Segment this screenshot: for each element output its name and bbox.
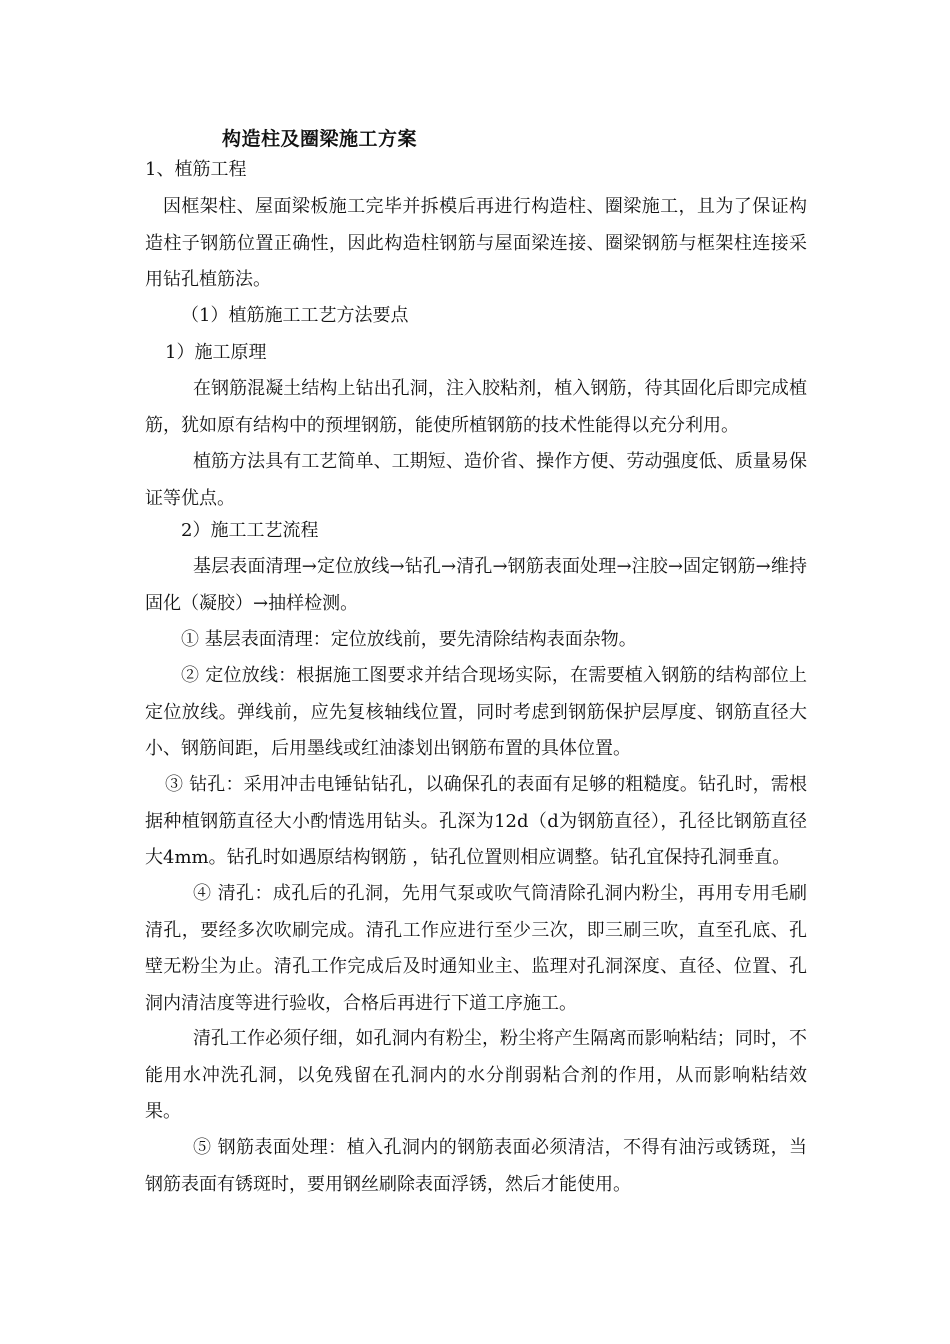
subheading-principle: 1）施工原理 (165, 342, 267, 363)
paragraph-step-4: ④ 清孔：成孔后的孔洞，先用气泵或吹气筒清除孔洞内粉尘，再用专用毛刷清孔，要经多次吹刷完成。清孔工作应进行至少三次，即三刷三吹，直至孔底、孔壁无粉尘为止。清孔工作完成后及时通知业主、监理对孔洞深度、直径、位置、孔洞内清洁度等进行验收，合格后再进行下道工序施工。 (145, 883, 807, 1014)
paragraph-step-5: ⑤ 钢筋表面处理：植入孔洞内的钢筋表面必须清洁，不得有油污或锈斑，当钢筋表面有锈斑时，要用钢丝刷除表面浮锈，然后才能使用。 (145, 1137, 807, 1195)
paragraph-step-2: ② 定位放线：根据施工图要求并结合现场实际，在需要植入钢筋的结构部位上定位放线。弹线前，应先复核轴线位置，同时考虑到钢筋保护层厚度、钢筋直径大小、钢筋间距，后用墨线或红油漆划出钢筋布置的具体位置。 (145, 665, 807, 759)
subheading-method-points: （1）植筋施工工艺方法要点 (181, 305, 409, 326)
subheading-process-flow: 2）施工工艺流程 (181, 520, 319, 541)
paragraph-step-1: ① 基层表面清理：定位放线前，要先清除结构表面杂物。 (181, 629, 637, 650)
paragraph-intro: 因框架柱、屋面梁板施工完毕并拆模后再进行构造柱、圈梁施工，且为了保证构造柱子钢筋位置正确性，因此构造柱钢筋与屋面梁连接、圈梁钢筋与框架柱连接采用钻孔植筋法。 (145, 196, 807, 290)
paragraph-step-3: ③ 钻孔：采用冲击电锤钻钻孔，以确保孔的表面有足够的粗糙度。钻孔时，需根据种植钢筋直径大小酌情选用钻头。孔深为12d（d为钢筋直径），孔径比钢筋直径大4mm。钻孔时如遇原结构钢筋 ，钻孔位置则相应调整。钻孔宜保持孔洞垂直。 (145, 774, 807, 868)
paragraph-principle: 在钢筋混凝土结构上钻出孔洞，注入胶粘剂，植入钢筋，待其固化后即完成植筋，犹如原有结构中的预埋钢筋，能使所植钢筋的技术性能得以充分利用。 (145, 378, 807, 436)
paragraph-cleaning-note: 清孔工作必须仔细，如孔洞内有粉尘，粉尘将产生隔离而影响粘结；同时，不能用水冲洗孔洞，以免残留在孔洞内的水分削弱粘合剂的作用，从而影响粘结效果。 (145, 1028, 807, 1122)
document-title: 构造柱及圈梁施工方案 (222, 128, 418, 150)
paragraph-process-flow: 基层表面清理→定位放线→钻孔→清孔→钢筋表面处理→注胶→固定钢筋→维持固化（凝胶）→抽样检测。 (145, 556, 807, 614)
paragraph-advantages: 植筋方法具有工艺简单、工期短、造价省、操作方便、劳动强度低、质量易保证等优点。 (145, 451, 807, 509)
section-heading-rebar: 1、植筋工程 (145, 159, 247, 180)
